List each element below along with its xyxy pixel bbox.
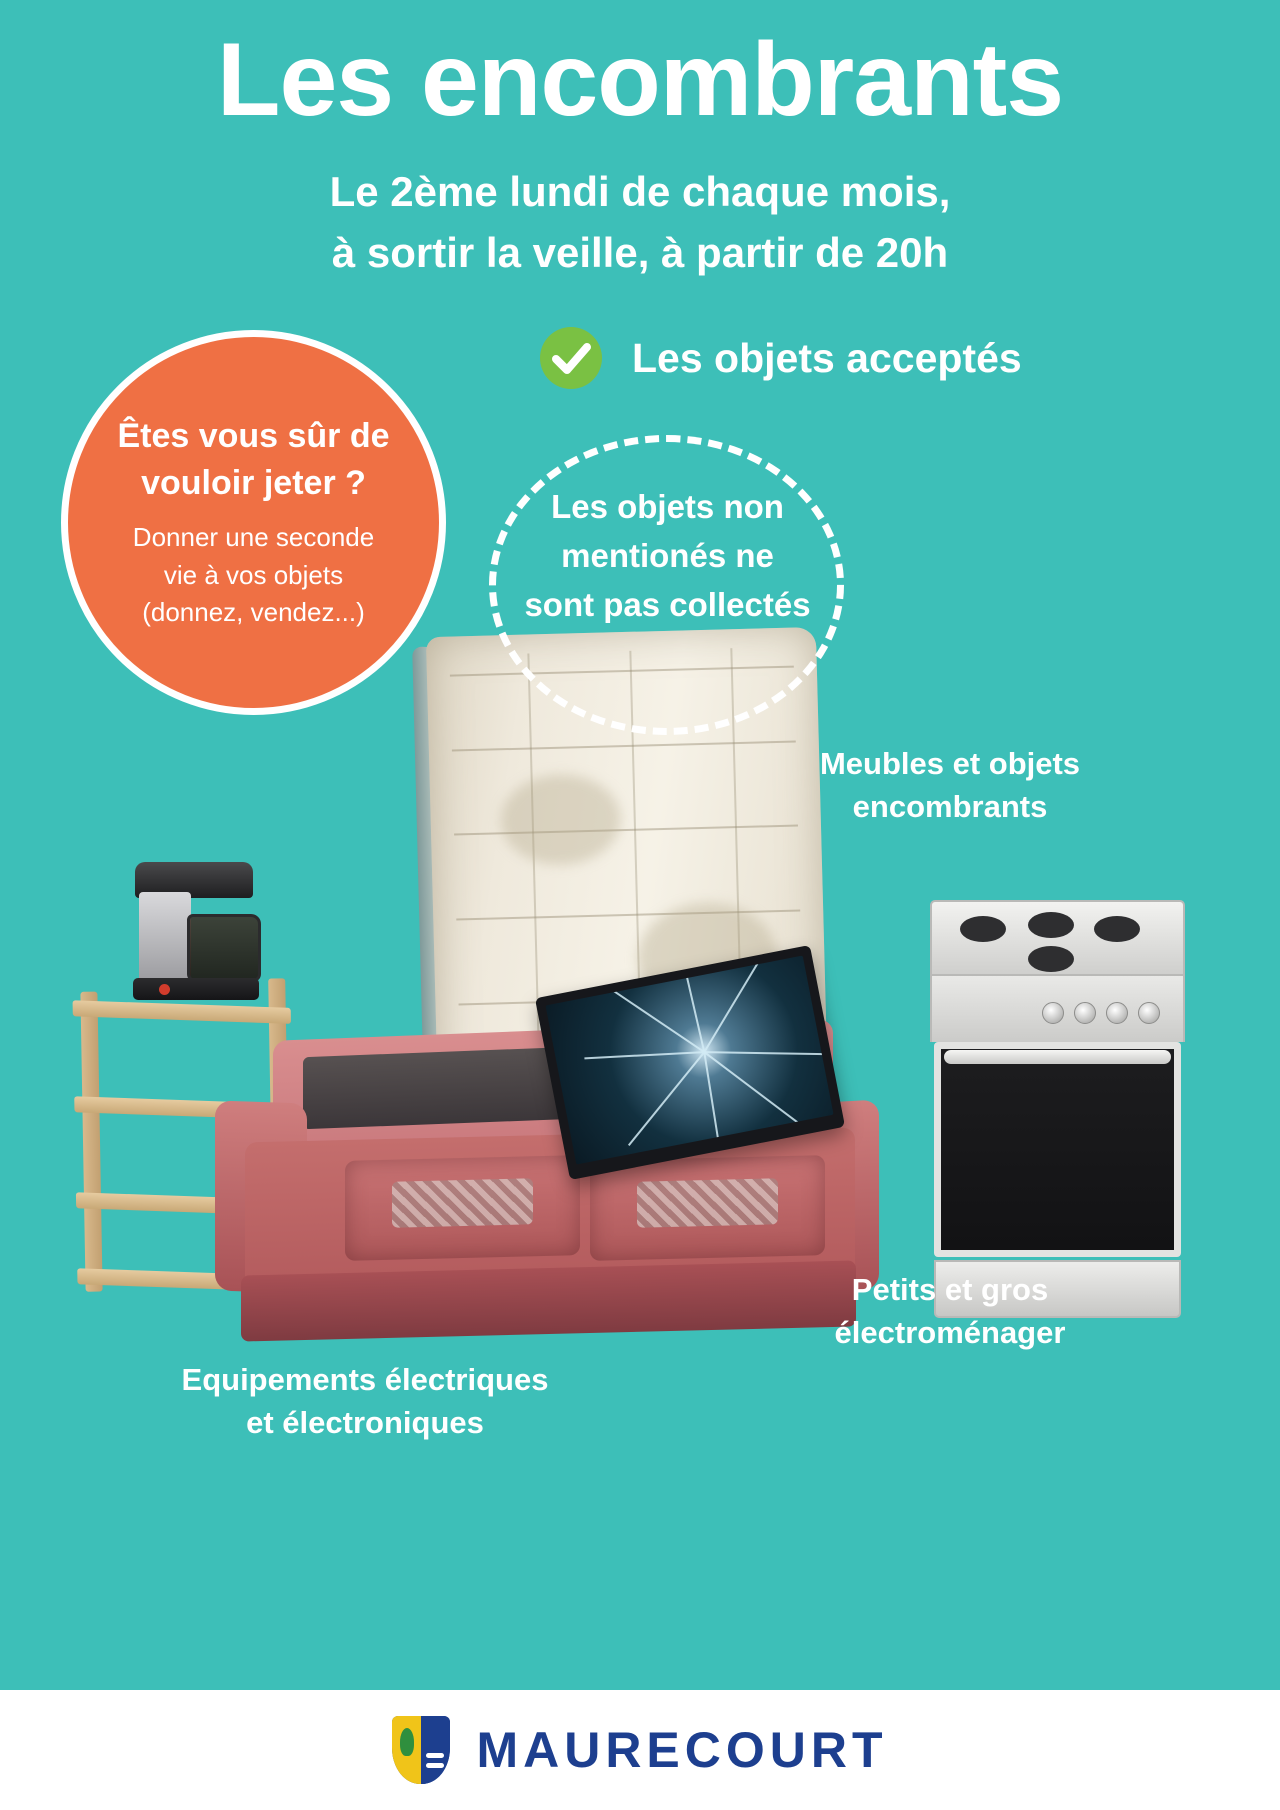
second-life-heading: Êtes vous sûr de vouloir jeter ?: [117, 417, 390, 502]
caption-electronics: [115, 1358, 615, 1445]
town-name: MAURECOURT: [476, 1722, 888, 1778]
town-crest-icon: [392, 1716, 450, 1784]
check-circle-icon: [538, 325, 604, 391]
second-life-body-line-1: Donner une seconde: [132, 521, 375, 552]
caption-furniture-line-2: encombrants: [852, 789, 1048, 825]
not-accepted-text: [500, 483, 835, 629]
caption-appliances-line-1: Petits et gros: [851, 1272, 1049, 1307]
caption-electronics-line-2: et électroniques: [246, 1405, 484, 1441]
not-accepted-line-3: sont pas collectés: [524, 585, 811, 623]
second-life-badge: [61, 330, 446, 715]
second-life-body: [99, 519, 408, 632]
second-life-body-line-2: vie à vos objets: [163, 559, 344, 590]
caption-appliances-line-2: électroménager: [834, 1315, 1066, 1351]
caption-furniture-line-1: Meubles et objets: [819, 746, 1081, 781]
accepted-objects-header: [538, 325, 1022, 391]
not-accepted-line-1: Les objets non: [551, 488, 784, 525]
accepted-objects-label: Les objets acceptés: [632, 334, 1022, 381]
page-subtitle: [0, 162, 1280, 284]
gas-cooker-photo: [930, 900, 1185, 1320]
caption-furniture: [790, 742, 1110, 829]
second-life-body-line-3: (donnez, vendez...): [142, 597, 365, 628]
caption-electronics-line-1: Equipements électriques: [181, 1362, 549, 1397]
page-title: Les encombrants: [216, 22, 1064, 138]
caption-appliances: [800, 1268, 1100, 1355]
not-accepted-line-2: mentionés ne: [561, 536, 774, 574]
subtitle-line-2: à sortir la veille, à partir de 20h: [331, 228, 949, 276]
subtitle-line-1: Le 2ème lundi de chaque mois,: [329, 168, 951, 215]
footer-bar: [0, 1690, 1280, 1810]
coffee-maker-photo: [125, 862, 265, 1007]
